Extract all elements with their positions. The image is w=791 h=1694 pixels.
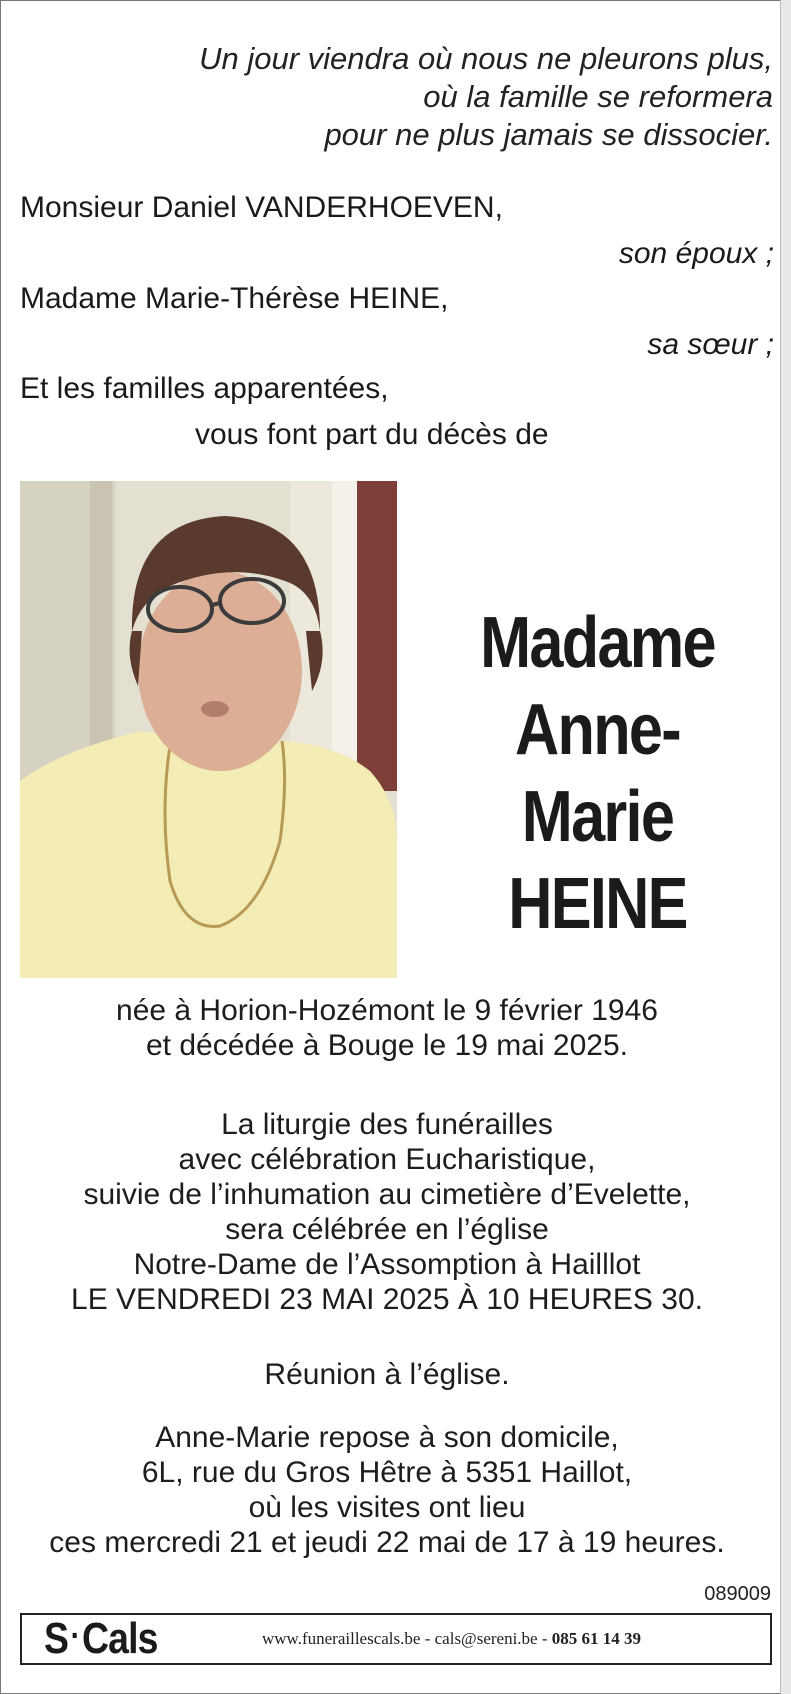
funeral-home-footer	[20, 1613, 772, 1665]
family-husband-relation: son époux ;	[618, 237, 774, 270]
logo-cals: Cals	[81, 1614, 158, 1663]
logo-dot: ·	[70, 1617, 80, 1655]
visits-line: Anne-Marie repose à son domicile,	[155, 1421, 619, 1454]
family-sister: Madame Marie-Thérèse HEINE,	[20, 282, 449, 315]
family-husband: Monsieur Daniel VANDERHOEVEN,	[20, 191, 503, 224]
death-line: et décédée à Bouge le 19 mai 2025.	[145, 1029, 629, 1062]
ceremony-line: avec célébration Eucharistique,	[178, 1143, 596, 1176]
poem	[33, 40, 773, 154]
separator: -	[420, 1629, 435, 1648]
ceremony-line: suivie de l’inhumation au cimetière d’Evelette,	[83, 1178, 691, 1211]
deceased-first-name: Anne-Marie	[515, 690, 680, 857]
visits-line: ces mercredi 21 et jeudi 22 mai de 17 à 19 heures.	[49, 1526, 725, 1559]
ceremony-datetime: LE VENDREDI 23 MAI 2025 À 10 HEURES 30.	[71, 1283, 703, 1316]
visits-line: 6L, rue du Gros Hêtre à 5351 Haillot,	[141, 1456, 633, 1489]
logo-s: S	[44, 1614, 69, 1663]
portrait-illustration	[20, 481, 397, 978]
birth-death-info	[20, 993, 754, 1063]
portrait-photo	[20, 481, 397, 978]
announcement-line: vous font part du décès de	[195, 418, 549, 451]
visits-info	[20, 1420, 754, 1560]
poem-line: où la famille se reformera	[423, 79, 773, 114]
ceremony-line: sera célébrée en l’église	[225, 1213, 549, 1246]
ceremony-line: La liturgie des funérailles	[221, 1108, 553, 1141]
website-link[interactable]: www.funeraillescals.be	[262, 1629, 421, 1648]
visits-line: où les visites ont lieu	[248, 1491, 526, 1524]
deceased-name	[442, 600, 752, 948]
deceased-title: Madame	[480, 603, 715, 683]
contact-line	[262, 1629, 641, 1649]
family-sister-relation: sa sœur ;	[647, 328, 774, 361]
ceremony-line: Notre-Dame de l’Assomption à Hailllot	[133, 1248, 641, 1281]
family-relatives: Et les familles apparentées,	[20, 372, 389, 405]
poem-line: pour ne plus jamais se dissocier.	[324, 117, 773, 152]
birth-line: née à Horion-Hozémont le 9 février 1946	[116, 994, 658, 1027]
reference-number: 089009	[704, 1583, 771, 1605]
ceremony-info	[20, 1107, 754, 1317]
phone-number[interactable]: 085 61 14 39	[551, 1629, 642, 1648]
deceased-last-name: HEINE	[508, 864, 687, 944]
funeral-home-logo	[44, 1614, 189, 1664]
right-edge-strip	[780, 0, 791, 1694]
meeting-info: Réunion à l’église.	[264, 1358, 510, 1391]
separator: -	[537, 1629, 552, 1648]
poem-line: Un jour viendra où nous ne pleurons plus,	[199, 41, 773, 76]
email-link[interactable]: cals@sereni.be	[434, 1629, 538, 1648]
